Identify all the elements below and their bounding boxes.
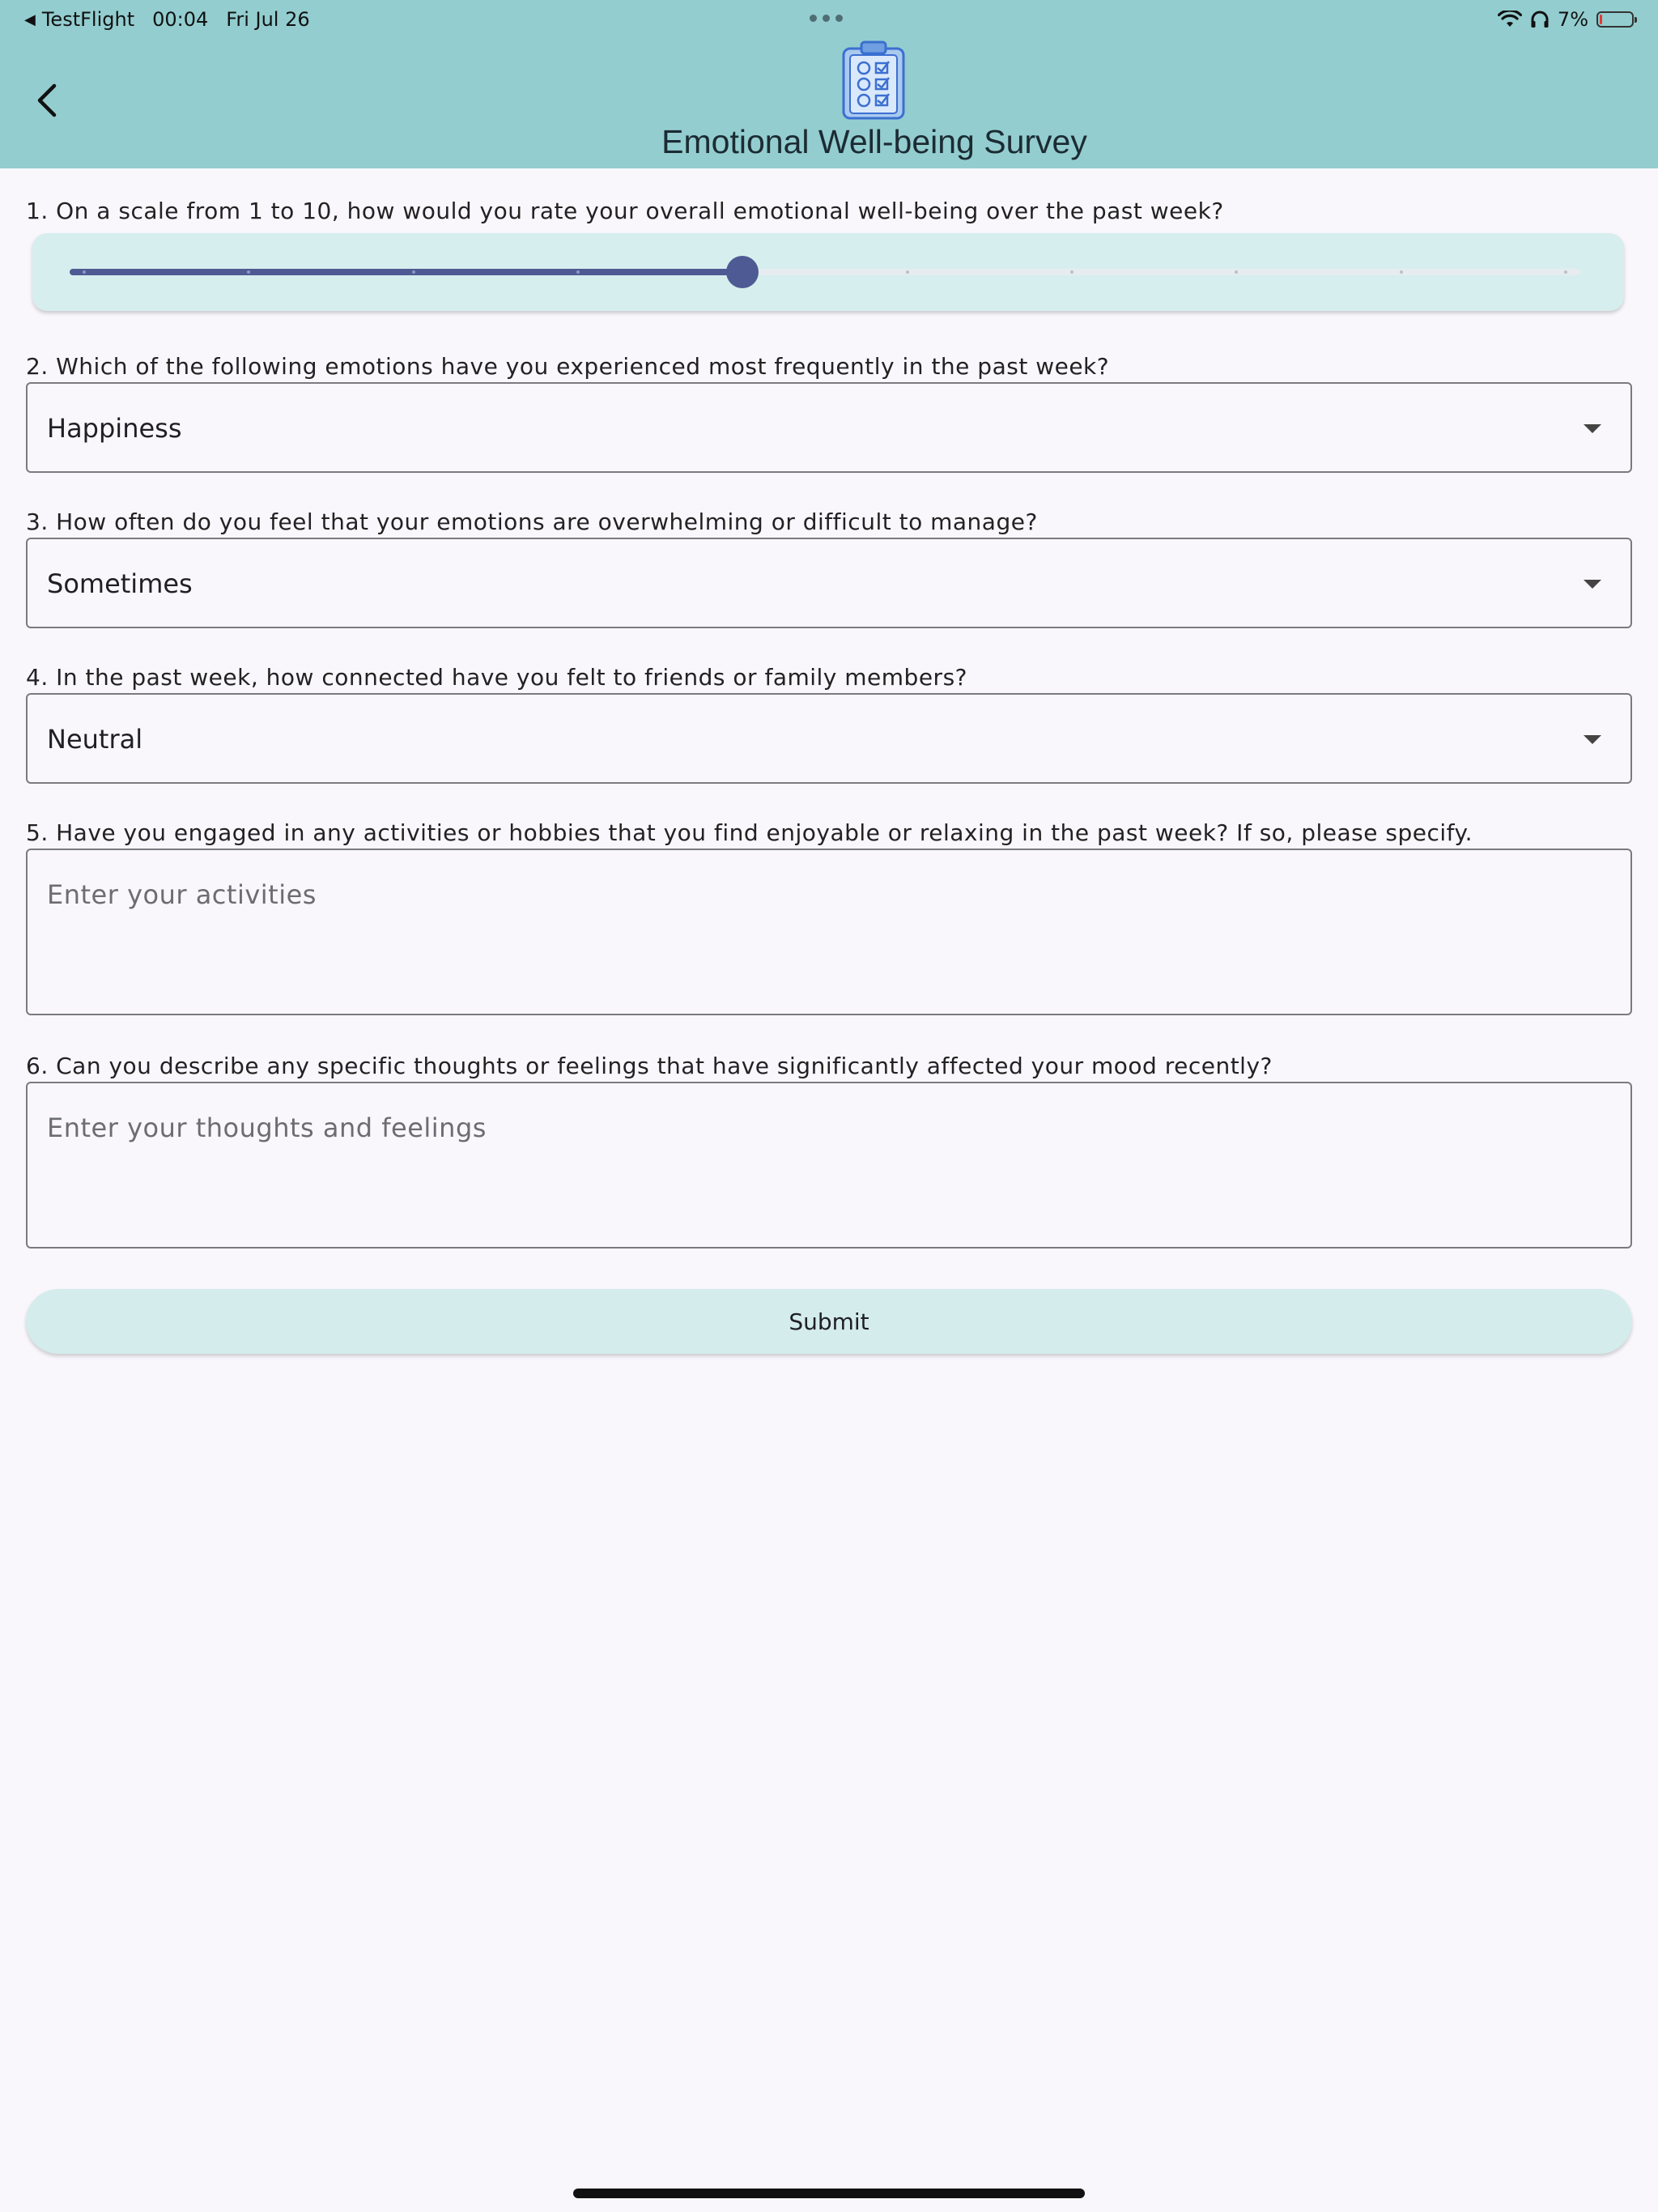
- survey-clipboard-icon: [839, 39, 908, 121]
- status-bar: [0, 0, 1658, 39]
- status-left: [24, 8, 310, 31]
- wellbeing-slider-thumb[interactable]: [726, 256, 759, 288]
- dropdown-arrow-icon: [1584, 580, 1601, 589]
- dropdown-arrow-icon: [1584, 735, 1601, 744]
- dropdown-arrow-icon: [1584, 424, 1601, 433]
- slider-tick: [576, 270, 580, 274]
- slider-tick: [1564, 270, 1567, 274]
- question-4-label: 4. In the past week, how connected have you felt to friends or family members?: [26, 664, 968, 691]
- wifi-icon: [1498, 11, 1522, 28]
- slider-tick: [1400, 270, 1403, 274]
- back-app-label[interactable]: TestFlight: [41, 8, 135, 31]
- connection-select-value: Neutral: [47, 724, 143, 755]
- headphones-icon: [1530, 11, 1550, 28]
- question-5-label: 5. Have you engaged in any activities or hobbies that you find enjoyable or relaxing in the past week? If so, please specify.: [26, 819, 1473, 846]
- activities-input[interactable]: [26, 849, 1632, 1015]
- status-right: [1498, 8, 1634, 31]
- home-indicator[interactable]: [573, 2189, 1085, 2198]
- app-header: [0, 0, 1658, 168]
- overwhelm-frequency-value: Sometimes: [47, 568, 193, 599]
- battery-icon: [1596, 11, 1634, 28]
- question-1-label: 1. On a scale from 1 to 10, how would you rate your overall emotional well-being over the past week?: [26, 198, 1224, 224]
- wellbeing-slider-active-track: [70, 269, 742, 275]
- thoughts-feelings-input[interactable]: [26, 1082, 1632, 1249]
- wellbeing-slider-card: [32, 233, 1624, 311]
- back-button[interactable]: [24, 78, 70, 123]
- question-3-label: 3. How often do you feel that your emotions are overwhelming or difficult to manage?: [26, 508, 1038, 535]
- slider-tick: [247, 270, 250, 274]
- slider-tick: [412, 270, 415, 274]
- slider-tick: [1070, 270, 1073, 274]
- submit-button[interactable]: Submit: [26, 1289, 1632, 1354]
- wellbeing-slider-track[interactable]: [70, 269, 1580, 275]
- slider-tick: [83, 270, 86, 274]
- overwhelm-frequency-select[interactable]: [26, 538, 1632, 628]
- page-title: Emotional Well-being Survey: [661, 123, 1087, 160]
- status-time: 00:04: [152, 8, 209, 31]
- slider-tick: [1235, 270, 1238, 274]
- emotion-select[interactable]: [26, 382, 1632, 473]
- connection-select[interactable]: [26, 693, 1632, 784]
- emotion-select-value: Happiness: [47, 413, 182, 444]
- question-2-label: 2. Which of the following emotions have you experienced most frequently in the past week?: [26, 353, 1110, 380]
- chevron-left-icon: [35, 83, 59, 118]
- status-date: Fri Jul 26: [226, 8, 310, 31]
- multitasking-dots-icon[interactable]: [810, 5, 843, 22]
- battery-percent: 7%: [1557, 8, 1588, 31]
- back-to-app-icon[interactable]: ◀: [24, 11, 36, 28]
- slider-tick: [906, 270, 909, 274]
- question-6-label: 6. Can you describe any specific thoughts or feelings that have significantly affected your mood recently?: [26, 1053, 1273, 1079]
